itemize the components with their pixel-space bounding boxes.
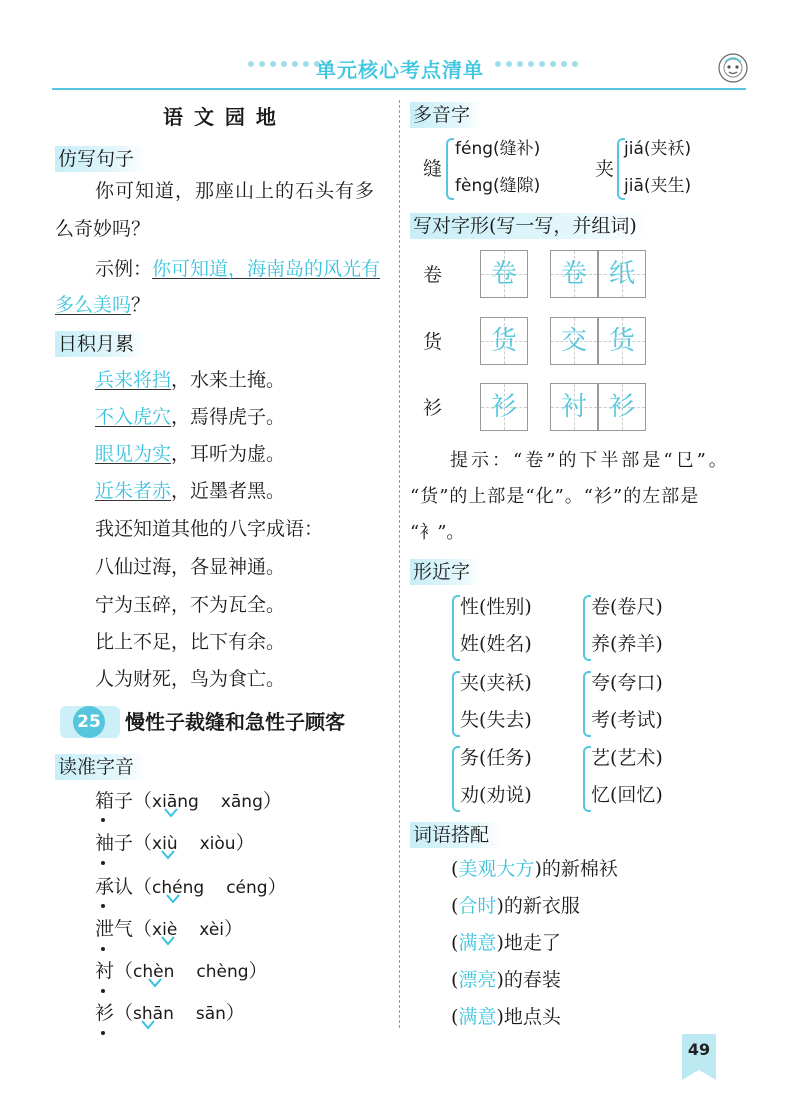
- collocation-answer: 满意: [458, 932, 497, 954]
- hint-line1: 提示：“卷”的下半部是“㔾”。: [450, 450, 730, 471]
- collocation-answer: 漂亮: [458, 969, 497, 991]
- page-number: 49: [687, 1040, 711, 1059]
- collocation-rest: 的春装: [503, 969, 561, 991]
- brace-bracket: [446, 138, 454, 200]
- accumulate-item: [95, 478, 285, 504]
- collocation-rest: 地点头: [503, 1006, 561, 1028]
- write-answer: 货: [608, 326, 635, 356]
- similar-char: 考(考试): [591, 709, 663, 731]
- collocation-answer: 满意: [458, 1006, 497, 1028]
- accumulate-item: [95, 441, 285, 467]
- paren-open: (: [451, 1006, 459, 1028]
- pronounce-item: [95, 874, 287, 904]
- paren-close: ): [496, 932, 504, 954]
- write-answer: 衬: [560, 392, 587, 422]
- similar-char: 忆(回忆): [591, 784, 663, 806]
- hint-line3: “衤”。: [410, 522, 465, 543]
- pronounce-item: [95, 958, 268, 988]
- example-line1: [95, 256, 380, 282]
- collocation-rest: 的新棉袄: [541, 858, 618, 880]
- paren-close: ): [496, 1006, 504, 1028]
- pronounce-word: 衬: [95, 960, 115, 982]
- write-char: 货: [423, 331, 443, 353]
- paren-close: ）: [225, 1002, 245, 1024]
- paren-open: (: [451, 969, 459, 991]
- paren-close: ): [496, 969, 504, 991]
- accumulate-answer: 不入虎穴: [95, 406, 172, 428]
- similar-char: 艺(艺术): [591, 747, 663, 769]
- pronounce-word: 泄气: [95, 918, 134, 940]
- section-similar-title: 形近字: [410, 559, 482, 585]
- idiom-line: 八仙过海，各显神通。: [95, 556, 286, 578]
- pronounce-word: 箱子: [95, 790, 134, 812]
- similar-char: 性(性别): [460, 596, 532, 618]
- example-prefix: 示例：: [95, 258, 153, 280]
- similar-char: 姓(姓名): [460, 633, 532, 655]
- write-answer: 纸: [608, 259, 635, 289]
- polyphone-reading: jiā(夹生): [624, 176, 692, 196]
- similar-char: 夹(夹袄): [460, 672, 532, 694]
- polyphone-char: 缝: [423, 158, 443, 180]
- idiom-line: 比上不足，比下有余。: [95, 631, 286, 653]
- section-imitate-title: 仿写句子: [55, 146, 146, 172]
- accumulate-rest: ，水来土掩。: [171, 369, 286, 391]
- similar-char: 失(失去): [460, 709, 532, 731]
- paren-open: （: [114, 960, 134, 982]
- write-answer: 货: [490, 326, 517, 356]
- accumulate-rest: ，近墨者黑。: [171, 480, 286, 502]
- pinyin-wrong: sān: [195, 1004, 226, 1024]
- paren-open: （: [133, 876, 153, 898]
- emphasis-dot: [101, 818, 105, 822]
- accumulate-item: [95, 404, 285, 430]
- polyphone-char: 夹: [595, 158, 615, 180]
- check-icon: [160, 848, 176, 860]
- collocation-item: [451, 893, 580, 919]
- pinyin-correct: chèn: [133, 962, 175, 982]
- example-end: ？: [131, 294, 151, 316]
- paren-open: (: [451, 895, 459, 917]
- example-answer2: 多么美吗: [55, 294, 132, 316]
- brace-bracket: [583, 746, 591, 812]
- paren-close: ）: [248, 960, 268, 982]
- pinyin-correct: xiè: [152, 920, 178, 940]
- pronounce-word: 衫: [95, 1002, 115, 1024]
- check-icon: [140, 1018, 156, 1030]
- write-answer: 衫: [490, 392, 517, 422]
- pinyin-wrong: xiòu: [199, 834, 236, 854]
- section-collocation-title: 词语搭配: [410, 822, 501, 848]
- check-icon: [160, 934, 176, 946]
- polyphone-reading: fèng(缝隙): [455, 176, 541, 196]
- paren-close: ): [496, 895, 504, 917]
- paren-close: ）: [267, 876, 287, 898]
- accumulate-item: [95, 367, 285, 393]
- section-accumulate-title: 日积月累: [55, 331, 146, 357]
- emphasis-dot: [101, 861, 105, 865]
- paren-close: ）: [235, 832, 255, 854]
- pinyin-wrong: xāng: [220, 792, 263, 812]
- header-title: 单元核心考点清单: [316, 58, 484, 82]
- pronounce-item: [95, 1000, 245, 1030]
- hint-line2: “货”的上部是“化”。“衫”的左部是: [410, 486, 700, 507]
- idiom-line: 宁为玉碎，不为瓦全。: [95, 594, 286, 616]
- collocation-rest: 地走了: [503, 932, 561, 954]
- write-answer: 卷: [490, 259, 517, 289]
- pinyin-correct: chéng: [152, 878, 205, 898]
- section-pronounce-title: 读准字音: [55, 754, 146, 780]
- brace-bracket: [583, 671, 591, 737]
- check-icon: [163, 806, 179, 818]
- emblem-icon: [715, 50, 751, 86]
- example-answer1: 你可知道，海南岛的风光有: [152, 258, 381, 280]
- column-divider: [399, 100, 400, 1028]
- polyphone-reading: féng(缝补): [455, 139, 541, 159]
- accumulate-rest: ，焉得虎子。: [171, 406, 286, 428]
- check-icon: [165, 892, 181, 904]
- paren-open: （: [114, 1002, 134, 1024]
- pinyin-wrong: chèng: [196, 962, 249, 982]
- imitate-line1: 你可知道，那座山上的石头有多: [95, 180, 376, 202]
- pronounce-item: [95, 788, 282, 818]
- write-answer: 交: [560, 326, 587, 356]
- pinyin-correct: xiāng: [152, 792, 199, 812]
- collocation-answer: 合时: [458, 895, 497, 917]
- similar-char: 夸(夸口): [591, 672, 663, 694]
- emphasis-dot: [101, 1031, 105, 1035]
- check-icon: [147, 976, 163, 988]
- pinyin-wrong: xèi: [199, 920, 225, 940]
- write-answer: 卷: [560, 259, 587, 289]
- section-write-title: 写对字形(写一写，并组词): [410, 213, 649, 239]
- collocation-rest: 的新衣服: [503, 895, 580, 917]
- pinyin-correct: shān: [133, 1004, 174, 1024]
- brace-bracket: [452, 746, 460, 812]
- pronounce-word: 袖子: [95, 832, 134, 854]
- lesson-title: 慢性子裁缝和急性子顾客: [125, 710, 345, 734]
- pronounce-word: 承认: [95, 876, 134, 898]
- accumulate-answer: 眼见为实: [95, 443, 172, 465]
- accumulate-rest: ，耳听为虚。: [171, 443, 286, 465]
- paren-open: (: [451, 932, 459, 954]
- paren-open: （: [133, 832, 153, 854]
- similar-char: 卷(卷尺): [591, 596, 663, 618]
- brace-bracket: [452, 595, 460, 661]
- similar-char: 养(养羊): [591, 633, 663, 655]
- emphasis-dot: [101, 989, 105, 993]
- imitate-line2: 么奇妙吗？: [55, 218, 151, 240]
- write-char: 卷: [423, 264, 443, 286]
- collocation-answer: 美观大方: [458, 858, 535, 880]
- header-rule: [52, 88, 746, 90]
- example-line2: [55, 292, 150, 318]
- similar-char: 劝(劝说): [460, 784, 532, 806]
- emphasis-dot: [101, 904, 105, 908]
- paren-close: ）: [224, 918, 244, 940]
- pinyin-wrong: céng: [226, 878, 268, 898]
- write-char: 衫: [423, 397, 443, 419]
- write-answer: 衫: [608, 392, 635, 422]
- collocation-item: [451, 967, 561, 993]
- lesson-number-badge: 25: [73, 706, 105, 738]
- accumulate-answer: 兵来将挡: [95, 369, 172, 391]
- paren-open: （: [133, 790, 153, 812]
- polyphone-reading: jiá(夹袄): [624, 139, 692, 159]
- paren-open: (: [451, 858, 459, 880]
- collocation-item: [451, 1004, 561, 1030]
- paren-open: （: [133, 918, 153, 940]
- paren-close: ): [534, 858, 542, 880]
- brace-bracket: [452, 671, 460, 737]
- garden-title: 语 文 园 地: [163, 105, 278, 129]
- collocation-item: [451, 930, 561, 956]
- also-know-line: 我还知道其他的八字成语：: [95, 518, 324, 540]
- collocation-item: [451, 856, 618, 882]
- paren-close: ）: [262, 790, 282, 812]
- accumulate-answer: 近朱者赤: [95, 480, 172, 502]
- brace-bracket: [583, 595, 591, 661]
- emphasis-dot: [101, 947, 105, 951]
- idiom-line: 人为财死，鸟为食亡。: [95, 668, 286, 690]
- similar-char: 务(任务): [460, 747, 532, 769]
- section-polyphone-title: 多音字: [410, 102, 482, 128]
- pinyin-correct: xiù: [152, 834, 178, 854]
